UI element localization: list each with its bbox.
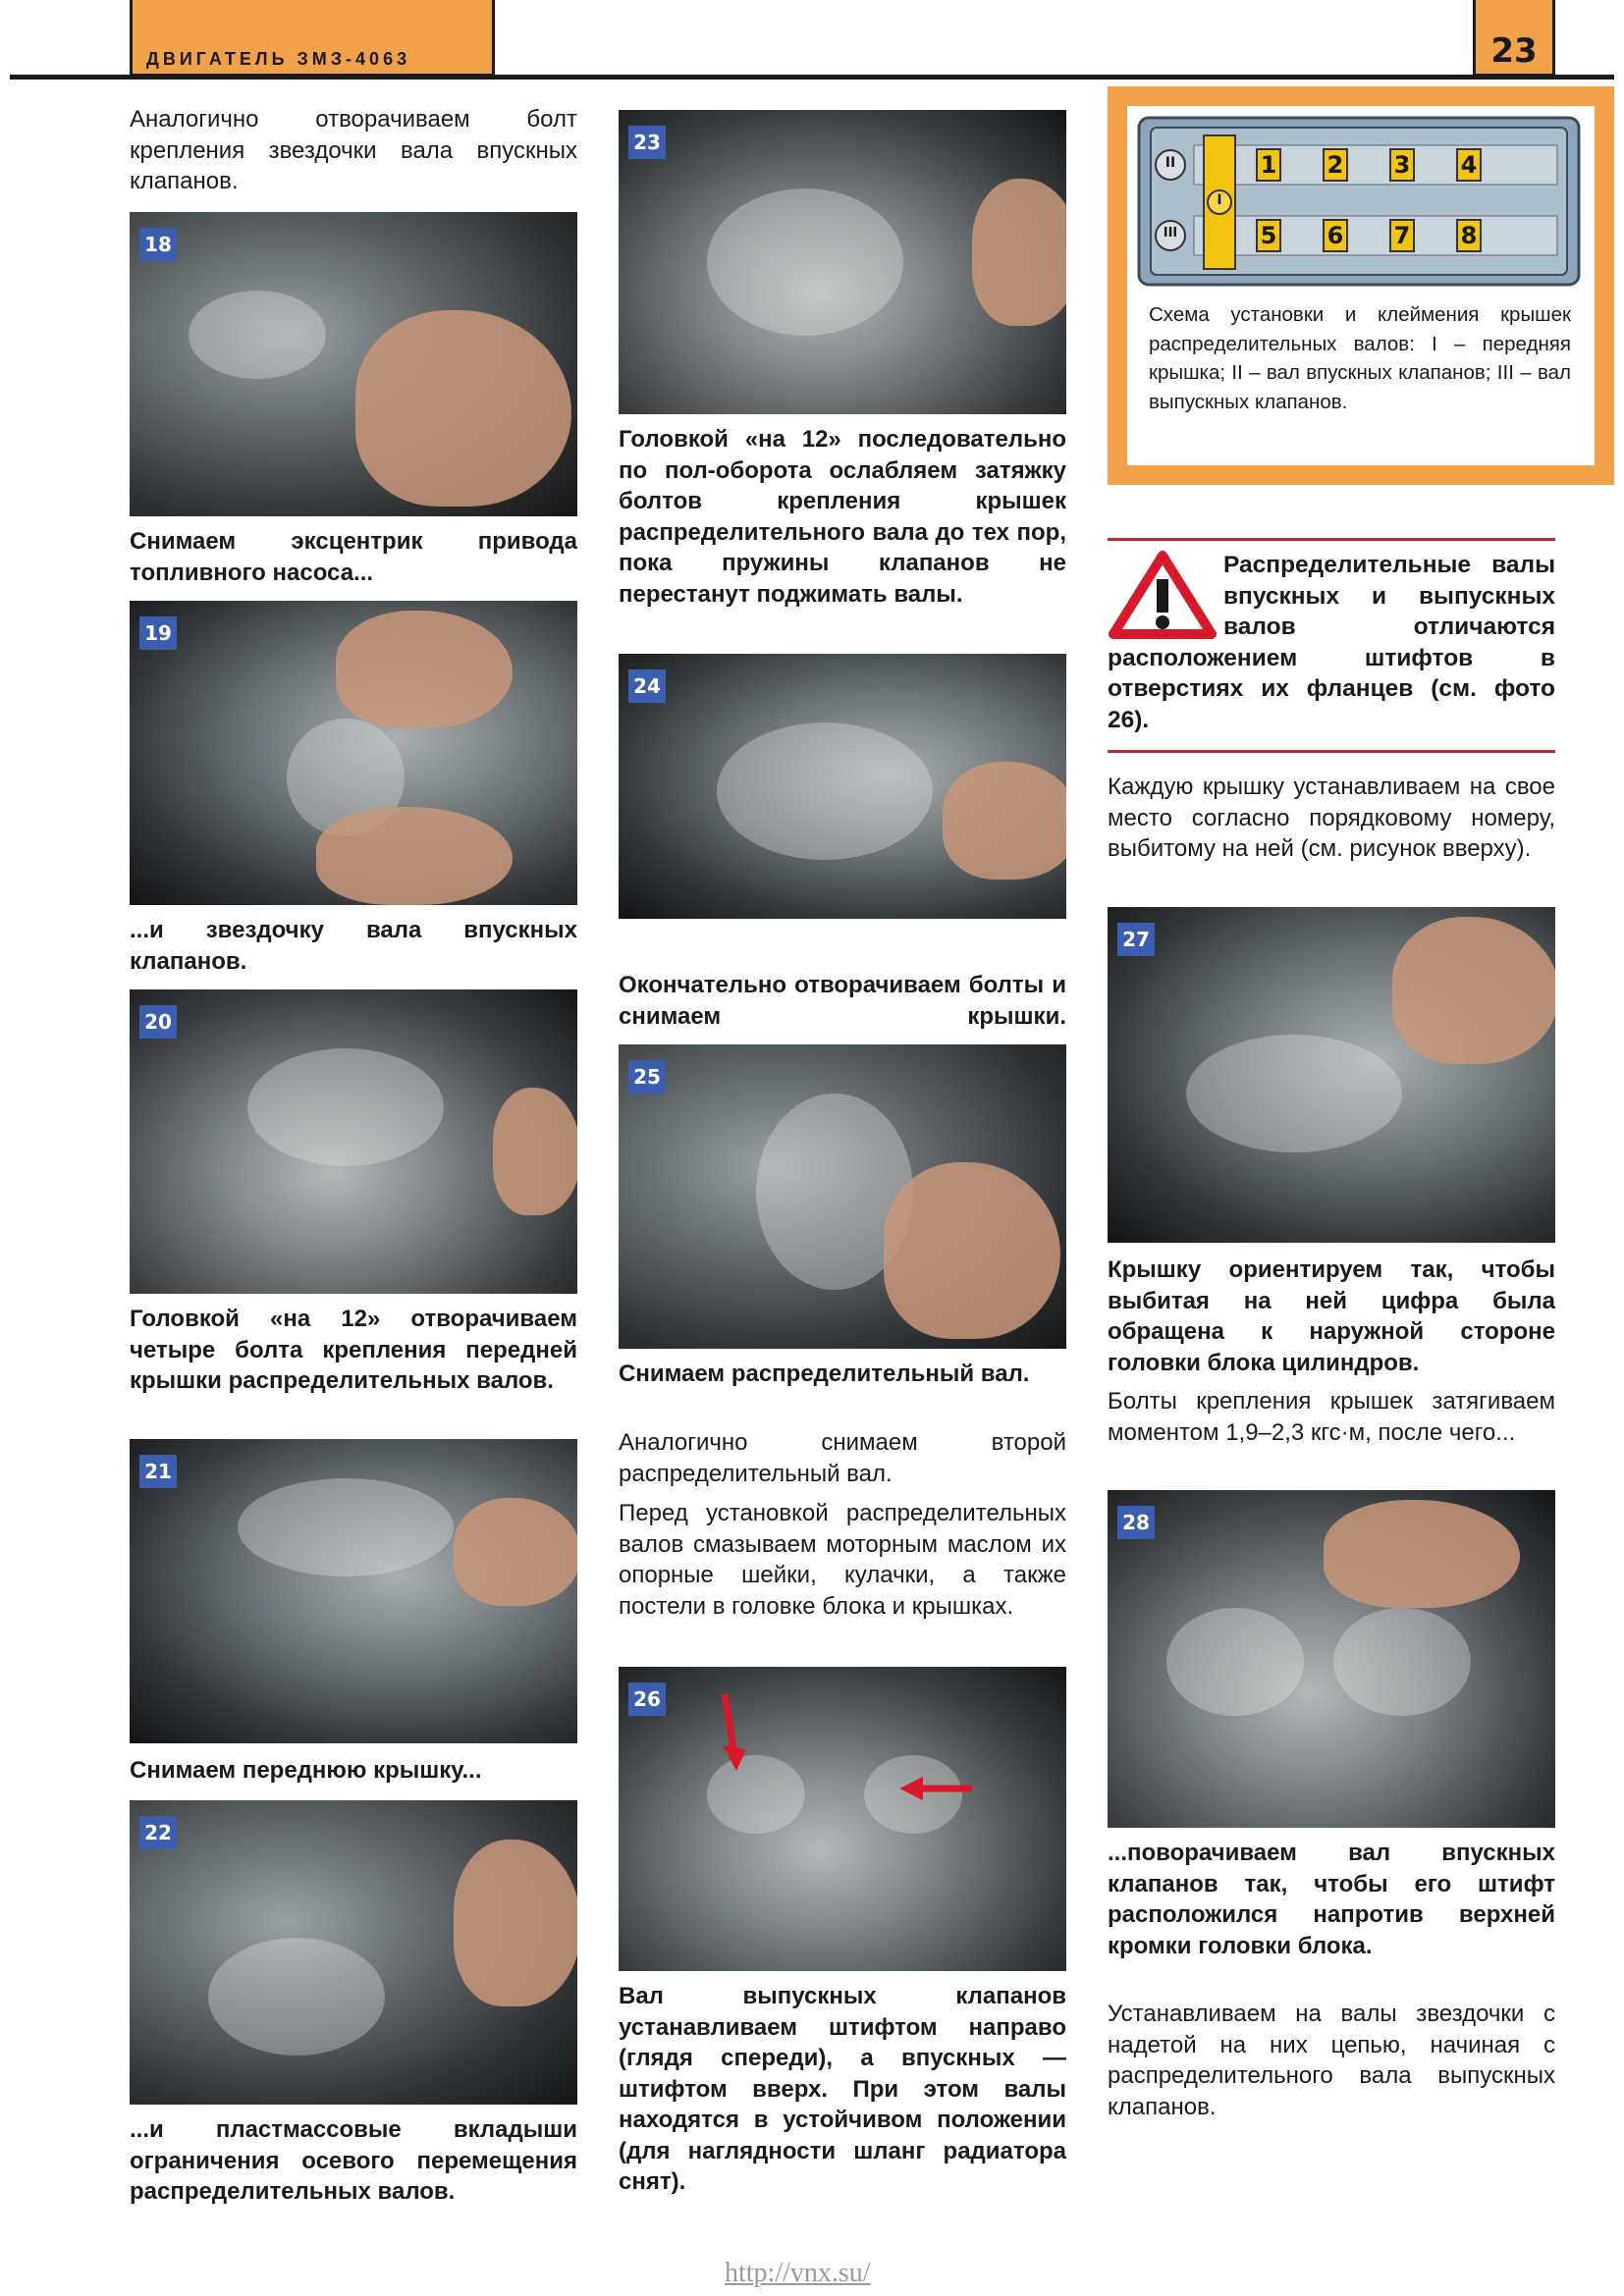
photo-20-caption: Головкой «на 12» отворачиваем четыре болта крепления передней крышки распределительных валов. [130,1306,577,1394]
col2-para2: Перед установкой распределительных валов смазываем моторным маслом их опорные шейки, кулачки, а также постели в головке блока и крышках. [619,1500,1066,1620]
photo-20 [130,989,577,1294]
photo-18-caption: Снимаем эксцентрик привода топливного насоса... [130,528,577,586]
photo-18 [130,212,577,516]
diagram-label-row2: II [1164,155,1176,171]
photo-22-caption: ...и пластмассовые вкладыши ограничения осевого перемещения распределительных валов. [130,2116,577,2205]
cap-number: 1 [1260,151,1277,179]
page-number: 23 [1473,0,1555,77]
photo-number-badge: 21 [139,1455,177,1488]
photo-21 [130,1439,577,1743]
photo-number-badge: 20 [139,1005,177,1039]
col3-para3: Устанавливаем на валы звездочки с надетой на них цепью, начиная с распределительного вала выпускных клапанов. [1108,2001,1555,2120]
diagram-caption: Схема установки и клеймения крышек распределительных валов: I – передняя крышка; II – вал впускных клапанов; III – вал выпускных клапанов. [1149,303,1571,413]
photo-number-badge: 22 [139,1816,177,1849]
header-rule [10,75,1614,80]
photo-number-badge: 19 [139,616,177,650]
cap-number: 7 [1393,222,1411,249]
photo-19-caption: ...и звездочку вала впускных клапанов. [130,917,577,975]
photo-22 [130,1800,577,2105]
photo-24 [619,654,1066,919]
col1-intro: Аналогично отворачиваем болт крепления звездочки вала впускных клапанов. [130,106,577,194]
warning-note [1108,550,1555,735]
photo-26-caption: Вал выпускных клапанов устанавливаем штифтом направо (глядя спереди), а впускных — штифтом вверх. При этом валы находятся в устойчивом положении (для наглядности шланг радиатора снят). [619,1983,1066,2195]
cap-number: 6 [1326,222,1344,249]
footer-url[interactable]: http://vnx.su/ [725,2258,871,2288]
photo-23 [619,110,1066,414]
diagram-graphic [1127,106,1595,302]
warning-text: Распределительные валы впускных и выпускных валов отличаются расположением штифтов в отверстиях их фланцев (см. фото 26). [1108,552,1555,733]
photo-number-badge: 26 [628,1682,666,1716]
warning-rule-top [1108,538,1555,541]
cap-number: 5 [1260,222,1277,249]
cap-number: 3 [1393,151,1411,179]
photo-23-caption: Головкой «на 12» последовательно по пол-оборота ослабляем затяжку болтов крепления крышек распределительного вала до тех пор, пока пружины клапанов не перестанут поджимать валы. [619,426,1066,608]
cap-number: 2 [1326,151,1344,179]
col3-para1: Каждую крышку устанавливаем на свое место согласно порядковому номеру, выбитому на ней (см. рисунок вверху). [1108,774,1555,862]
cap-number: 8 [1460,222,1478,249]
photo-number-badge: 24 [628,669,666,703]
photo-27 [1108,907,1555,1243]
photo-number-badge: 28 [1117,1506,1155,1539]
photo-26 [619,1667,1066,1971]
photo-number-badge: 23 [628,126,666,159]
photo-27-caption: Крышку ориентируем так, чтобы выбитая на ней цифра была обращена к наружной стороне головки блока цилиндров. [1108,1256,1555,1376]
camshaft-cap-diagram [1108,86,1614,485]
header-tab [130,0,495,77]
col3-para2: Болты крепления крышек затягиваем моментом 1,9–2,3 кгс·м, после чего... [1108,1388,1555,1446]
cap-number: 4 [1460,151,1478,179]
photo-number-badge: 18 [139,228,177,261]
warning-rule-bottom [1108,750,1555,753]
col2-para1: Аналогично снимаем второй распределительный вал. [619,1429,1066,1487]
photo-19 [130,601,577,905]
photo-28 [1108,1490,1555,1828]
header-title: ДВИГАТЕЛЬ ЗМЗ-4063 [146,49,411,69]
photo-24-caption: Окончательно отворачиваем болты и снимаем крышки. [619,972,1066,1030]
photo-21-caption: Снимаем переднюю крышку... [130,1757,482,1784]
red-arrow-icon [619,1667,1066,1971]
photo-25-caption: Снимаем распределительный вал. [619,1361,1030,1387]
warning-triangle-icon [1108,550,1218,640]
diagram-label-front: I [1217,192,1222,208]
photo-28-caption: ...поворачиваем вал впускных клапанов так, чтобы его штифт расположился напротив верхней кромки головки блока. [1108,1840,1555,1959]
photo-number-badge: 25 [628,1060,666,1094]
photo-number-badge: 27 [1117,923,1155,956]
photo-25 [619,1044,1066,1349]
diagram-label-row3: III [1163,226,1178,240]
